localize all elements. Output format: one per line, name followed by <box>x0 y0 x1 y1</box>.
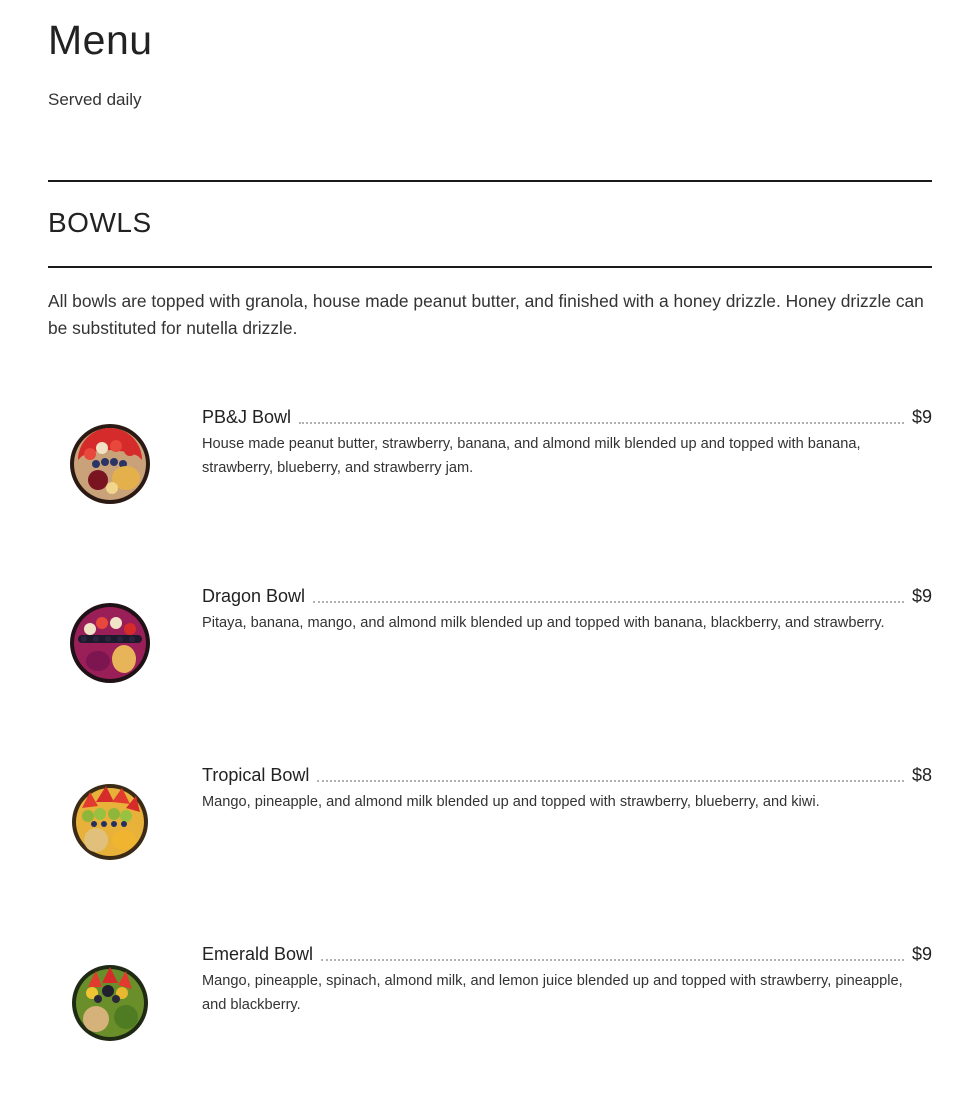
pbj-bowl-photo-icon <box>68 422 152 506</box>
price-leader-dots <box>321 959 904 961</box>
item-name: PB&J Bowl <box>202 407 292 427</box>
menu-subtitle: Served daily <box>48 90 142 109</box>
section-divider-bottom <box>48 266 932 268</box>
menu-title: Menu <box>48 17 153 63</box>
section-divider-top <box>48 180 932 182</box>
menu-item-emerald-bowl <box>48 941 932 1071</box>
section-title: BOWLS <box>48 207 152 238</box>
dragon-bowl-photo-icon <box>68 601 152 685</box>
item-header <box>202 583 932 607</box>
menu-item-dragon-bowl <box>48 583 932 713</box>
item-price: $9 <box>911 407 932 427</box>
emerald-bowl-photo-icon <box>68 959 152 1043</box>
item-name: Dragon Bowl <box>202 586 306 606</box>
price-leader-dots <box>313 601 904 603</box>
item-name: Emerald Bowl <box>202 944 314 964</box>
item-description: Mango, pineapple, and almond milk blended up and topped with strawberry, blueberry, and kiwi. <box>202 794 820 810</box>
item-price: $8 <box>911 765 932 785</box>
menu-item-tropical-bowl <box>48 762 932 892</box>
item-price: $9 <box>911 944 932 964</box>
item-name: Tropical Bowl <box>202 765 310 785</box>
item-description: Mango, pineapple, spinach, almond milk, and lemon juice blended up and topped with strawberry, pineapple, and blackberry. <box>202 973 903 1013</box>
price-leader-dots <box>299 422 904 424</box>
item-header <box>202 762 932 786</box>
item-header <box>202 404 932 428</box>
item-price: $9 <box>911 586 932 606</box>
tropical-bowl-photo-icon <box>68 778 152 862</box>
section-description: All bowls are topped with granola, house made peanut butter, and finished with a honey drizzle. Honey drizzle can be substituted for nutella drizzle. <box>48 291 924 338</box>
item-header <box>202 941 932 965</box>
item-description: Pitaya, banana, mango, and almond milk blended up and topped with banana, blackberry, and strawberry. <box>202 615 885 631</box>
item-description: House made peanut butter, strawberry, banana, and almond milk blended up and topped with banana, strawberry, blueberry, and strawberry jam. <box>202 436 861 476</box>
price-leader-dots <box>317 780 904 782</box>
menu-item-pbj-bowl <box>48 404 932 534</box>
